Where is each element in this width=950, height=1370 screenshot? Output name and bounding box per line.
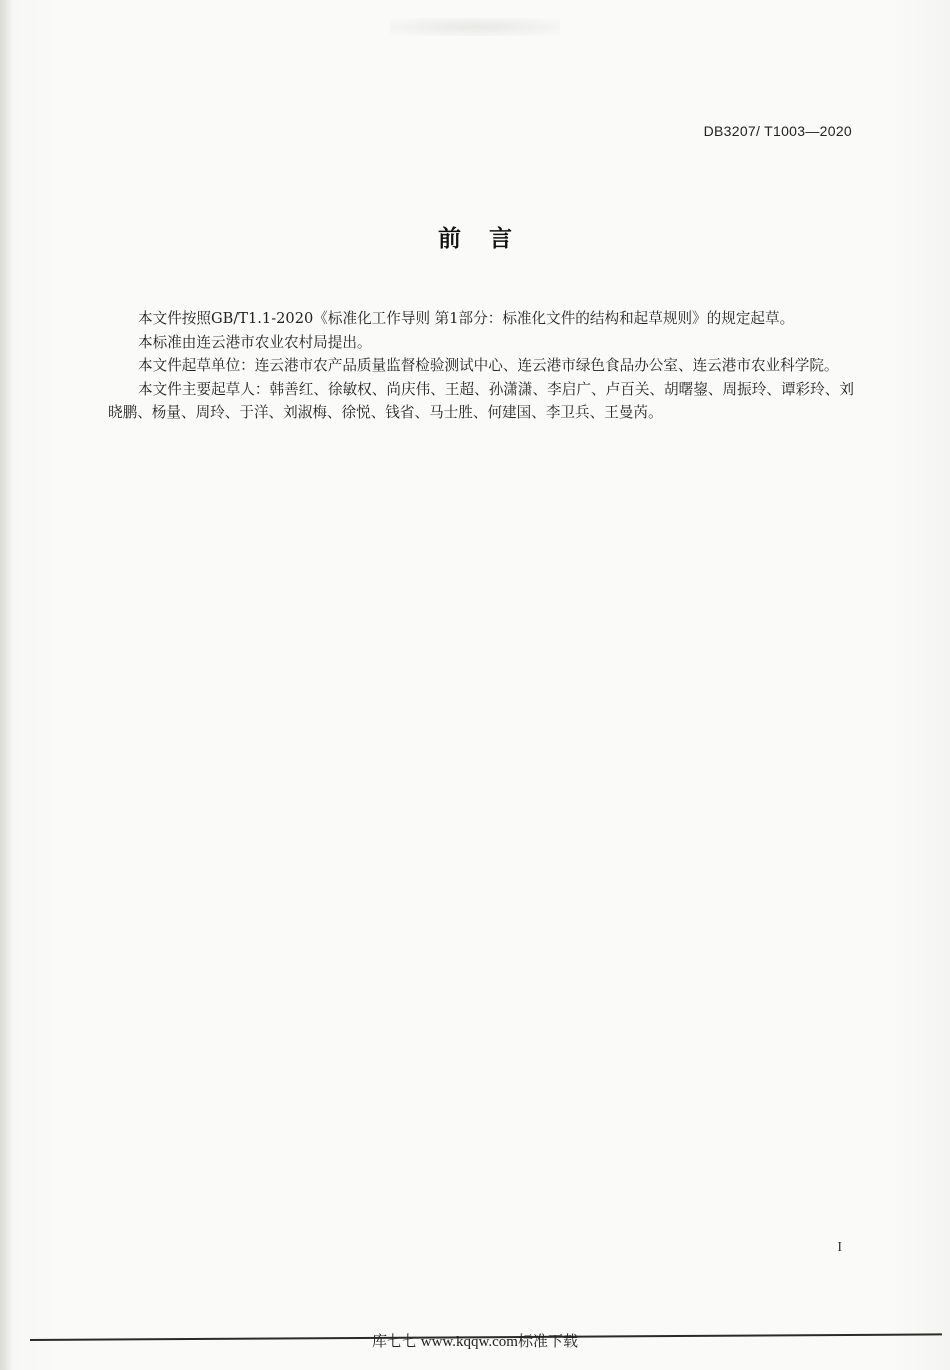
page-number: I xyxy=(837,1240,842,1255)
preface-body xyxy=(108,307,854,425)
scan-smudge xyxy=(390,18,560,36)
paragraph-drafting-basis: 本文件按照GB/T1.1-2020《标准化工作导则 第1部分：标准化文件的结构和起草规则》的规定起草。 xyxy=(138,310,795,327)
footer-watermark: 库七七 www.kqqw.com标准下载 xyxy=(372,1334,578,1350)
page-title: 前言 xyxy=(438,226,540,252)
scan-edge-shadow xyxy=(0,0,12,1370)
paragraph-drafters: 本文件主要起草人：韩善红、徐敏权、尚庆伟、王超、孙潇潇、李启广、卢百关、胡曙鋆、周振玲、谭彩玲、刘晓鹏、杨量、周玲、于洋、刘淑梅、徐悦、钱省、马士胜、何建国、李卫兵、王曼芮。 xyxy=(108,380,854,421)
document-code: DB3207/ T1003—2020 xyxy=(703,123,852,139)
paragraph-proposer: 本标准由连云港市农业农村局提出。 xyxy=(138,333,372,351)
paragraph-drafting-units: 本文件起草单位：连云港市农产品质量监督检验测试中心、连云港市绿色食品办公室、连云港市农业科学院。 xyxy=(138,357,839,374)
